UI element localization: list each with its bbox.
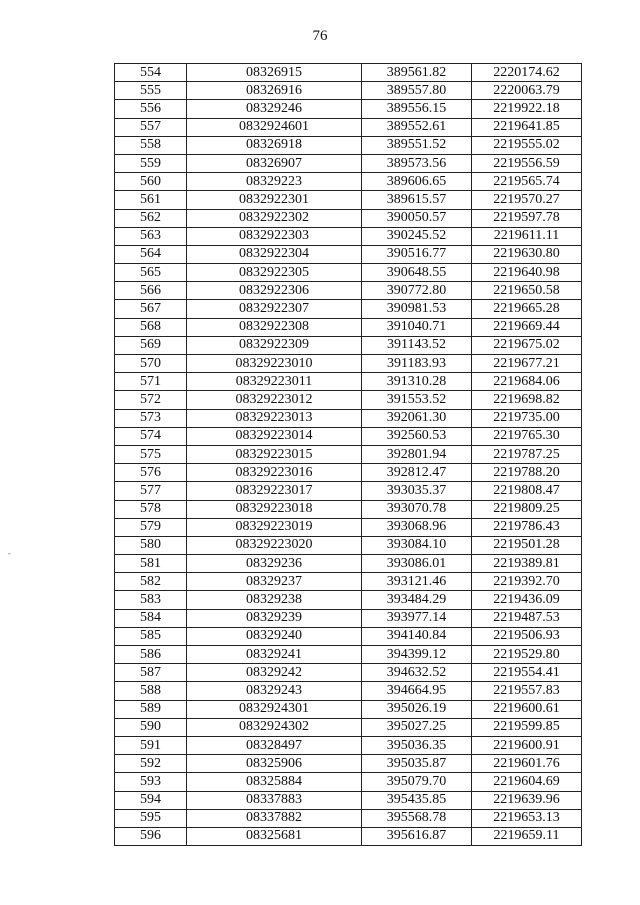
- table-row: [115, 609, 582, 627]
- x-coordinate-cell: 390516.77: [362, 245, 472, 263]
- table-row: [115, 445, 582, 463]
- point-id-cell: 08329236: [187, 555, 362, 573]
- y-coordinate-cell: 2219600.61: [472, 700, 582, 718]
- point-id-cell: 08329243: [187, 682, 362, 700]
- point-id-cell: 08329238: [187, 591, 362, 609]
- y-coordinate-cell: 2219808.47: [472, 482, 582, 500]
- point-id-cell: 08326907: [187, 154, 362, 172]
- x-coordinate-cell: 389561.82: [362, 64, 472, 82]
- table-row: [115, 355, 582, 373]
- point-id-cell: 0832922305: [187, 264, 362, 282]
- table-row: [115, 736, 582, 754]
- y-coordinate-cell: 2219677.21: [472, 355, 582, 373]
- x-coordinate-cell: 389557.80: [362, 82, 472, 100]
- point-id-cell: 08329223017: [187, 482, 362, 500]
- y-coordinate-cell: 2219659.11: [472, 827, 582, 845]
- table-row: [115, 427, 582, 445]
- point-number-cell: 589: [115, 700, 187, 718]
- point-id-cell: 08325681: [187, 827, 362, 845]
- point-id-cell: 0832922306: [187, 282, 362, 300]
- y-coordinate-cell: 2219600.91: [472, 736, 582, 754]
- y-coordinate-cell: 2219389.81: [472, 555, 582, 573]
- table-row: [115, 409, 582, 427]
- x-coordinate-cell: 395026.19: [362, 700, 472, 718]
- point-number-cell: 571: [115, 373, 187, 391]
- y-coordinate-cell: 2219786.43: [472, 518, 582, 536]
- y-coordinate-cell: 2219665.28: [472, 300, 582, 318]
- point-number-cell: 579: [115, 518, 187, 536]
- x-coordinate-cell: 390772.80: [362, 282, 472, 300]
- table-row: [115, 482, 582, 500]
- point-id-cell: 08329223: [187, 173, 362, 191]
- x-coordinate-cell: 393084.10: [362, 536, 472, 554]
- table-row: [115, 209, 582, 227]
- point-number-cell: 574: [115, 427, 187, 445]
- y-coordinate-cell: 2219650.58: [472, 282, 582, 300]
- y-coordinate-cell: 2219604.69: [472, 773, 582, 791]
- point-id-cell: 08326918: [187, 136, 362, 154]
- y-coordinate-cell: 2219487.53: [472, 609, 582, 627]
- point-number-cell: 588: [115, 682, 187, 700]
- table-row: [115, 518, 582, 536]
- point-number-cell: 591: [115, 736, 187, 754]
- y-coordinate-cell: 2219675.02: [472, 336, 582, 354]
- table-row: [115, 827, 582, 845]
- point-id-cell: 0832924302: [187, 718, 362, 736]
- table-row: [115, 809, 582, 827]
- y-coordinate-cell: 2219565.74: [472, 173, 582, 191]
- x-coordinate-cell: 394664.95: [362, 682, 472, 700]
- table-row: [115, 391, 582, 409]
- x-coordinate-cell: 390050.57: [362, 209, 472, 227]
- y-coordinate-cell: 2219765.30: [472, 427, 582, 445]
- point-number-cell: 554: [115, 64, 187, 82]
- y-coordinate-cell: 2219640.98: [472, 264, 582, 282]
- y-coordinate-cell: 2219788.20: [472, 464, 582, 482]
- y-coordinate-cell: 2219669.44: [472, 318, 582, 336]
- y-coordinate-cell: 2219601.76: [472, 755, 582, 773]
- y-coordinate-cell: 2219922.18: [472, 100, 582, 118]
- table-row: [115, 682, 582, 700]
- table-row: [115, 245, 582, 263]
- point-id-cell: 08329223015: [187, 445, 362, 463]
- point-number-cell: 567: [115, 300, 187, 318]
- table-row: [115, 136, 582, 154]
- point-id-cell: 08329223012: [187, 391, 362, 409]
- x-coordinate-cell: 392061.30: [362, 409, 472, 427]
- point-id-cell: 08325906: [187, 755, 362, 773]
- point-number-cell: 585: [115, 627, 187, 645]
- point-id-cell: 08337883: [187, 791, 362, 809]
- point-number-cell: 564: [115, 245, 187, 263]
- point-number-cell: 573: [115, 409, 187, 427]
- point-number-cell: 577: [115, 482, 187, 500]
- x-coordinate-cell: 391183.93: [362, 355, 472, 373]
- point-id-cell: 08329241: [187, 646, 362, 664]
- point-id-cell: 08329223019: [187, 518, 362, 536]
- table-row: [115, 755, 582, 773]
- point-number-cell: 558: [115, 136, 187, 154]
- y-coordinate-cell: 2219392.70: [472, 573, 582, 591]
- x-coordinate-cell: 391310.28: [362, 373, 472, 391]
- point-number-cell: 592: [115, 755, 187, 773]
- table-row: [115, 173, 582, 191]
- x-coordinate-cell: 395616.87: [362, 827, 472, 845]
- table-row: [115, 500, 582, 518]
- x-coordinate-cell: 395568.78: [362, 809, 472, 827]
- x-coordinate-cell: 393068.96: [362, 518, 472, 536]
- coordinates-table-body: [115, 64, 582, 846]
- point-number-cell: 580: [115, 536, 187, 554]
- x-coordinate-cell: 395035.87: [362, 755, 472, 773]
- point-number-cell: 578: [115, 500, 187, 518]
- x-coordinate-cell: 389573.56: [362, 154, 472, 172]
- point-id-cell: 08329223020: [187, 536, 362, 554]
- point-number-cell: 572: [115, 391, 187, 409]
- table-row: [115, 718, 582, 736]
- y-coordinate-cell: 2219698.82: [472, 391, 582, 409]
- x-coordinate-cell: 393086.01: [362, 555, 472, 573]
- y-coordinate-cell: 2219630.80: [472, 245, 582, 263]
- table-row: [115, 264, 582, 282]
- coordinates-table: [114, 63, 582, 846]
- table-row: [115, 536, 582, 554]
- table-row: [115, 627, 582, 645]
- point-id-cell: 0832922301: [187, 191, 362, 209]
- point-id-cell: 0832922304: [187, 245, 362, 263]
- point-number-cell: 565: [115, 264, 187, 282]
- point-id-cell: 08329223011: [187, 373, 362, 391]
- table-row: [115, 664, 582, 682]
- y-coordinate-cell: 2219641.85: [472, 118, 582, 136]
- x-coordinate-cell: 392812.47: [362, 464, 472, 482]
- x-coordinate-cell: 395079.70: [362, 773, 472, 791]
- x-coordinate-cell: 390648.55: [362, 264, 472, 282]
- point-number-cell: 582: [115, 573, 187, 591]
- table-row: [115, 227, 582, 245]
- point-number-cell: 596: [115, 827, 187, 845]
- y-coordinate-cell: 2220174.62: [472, 64, 582, 82]
- y-coordinate-cell: 2219501.28: [472, 536, 582, 554]
- point-number-cell: 593: [115, 773, 187, 791]
- table-row: [115, 100, 582, 118]
- point-number-cell: 561: [115, 191, 187, 209]
- point-id-cell: 08329246: [187, 100, 362, 118]
- point-number-cell: 559: [115, 154, 187, 172]
- point-number-cell: 557: [115, 118, 187, 136]
- point-id-cell: 08329223014: [187, 427, 362, 445]
- point-number-cell: 587: [115, 664, 187, 682]
- table-row: [115, 646, 582, 664]
- point-number-cell: 575: [115, 445, 187, 463]
- y-coordinate-cell: 2219653.13: [472, 809, 582, 827]
- table-row: [115, 700, 582, 718]
- x-coordinate-cell: 394632.52: [362, 664, 472, 682]
- point-id-cell: 0832922303: [187, 227, 362, 245]
- point-id-cell: 08329242: [187, 664, 362, 682]
- point-id-cell: 08329223016: [187, 464, 362, 482]
- point-id-cell: 08329240: [187, 627, 362, 645]
- y-coordinate-cell: 2219787.25: [472, 445, 582, 463]
- x-coordinate-cell: 395027.25: [362, 718, 472, 736]
- y-coordinate-cell: 2219529.80: [472, 646, 582, 664]
- x-coordinate-cell: 392801.94: [362, 445, 472, 463]
- point-number-cell: 586: [115, 646, 187, 664]
- point-number-cell: 594: [115, 791, 187, 809]
- point-id-cell: 08329239: [187, 609, 362, 627]
- table-row: [115, 373, 582, 391]
- x-coordinate-cell: 389615.57: [362, 191, 472, 209]
- table-row: [115, 82, 582, 100]
- point-id-cell: 08329223010: [187, 355, 362, 373]
- x-coordinate-cell: 393035.37: [362, 482, 472, 500]
- margin-mark: -: [8, 548, 11, 558]
- point-number-cell: 583: [115, 591, 187, 609]
- x-coordinate-cell: 391553.52: [362, 391, 472, 409]
- point-number-cell: 581: [115, 555, 187, 573]
- point-id-cell: 08326916: [187, 82, 362, 100]
- point-id-cell: 0832924301: [187, 700, 362, 718]
- y-coordinate-cell: 2219735.00: [472, 409, 582, 427]
- table-row: [115, 555, 582, 573]
- point-number-cell: 555: [115, 82, 187, 100]
- page-number: 76: [312, 28, 328, 44]
- y-coordinate-cell: 2219557.83: [472, 682, 582, 700]
- y-coordinate-cell: 2219570.27: [472, 191, 582, 209]
- x-coordinate-cell: 393070.78: [362, 500, 472, 518]
- point-id-cell: 08329223013: [187, 409, 362, 427]
- x-coordinate-cell: 392560.53: [362, 427, 472, 445]
- x-coordinate-cell: 394140.84: [362, 627, 472, 645]
- table-row: [115, 64, 582, 82]
- table-row: [115, 791, 582, 809]
- point-id-cell: 0832924601: [187, 118, 362, 136]
- y-coordinate-cell: 2219684.06: [472, 373, 582, 391]
- point-id-cell: 08325884: [187, 773, 362, 791]
- point-id-cell: 0832922309: [187, 336, 362, 354]
- point-number-cell: 568: [115, 318, 187, 336]
- x-coordinate-cell: 391040.71: [362, 318, 472, 336]
- x-coordinate-cell: 390981.53: [362, 300, 472, 318]
- point-number-cell: 570: [115, 355, 187, 373]
- point-id-cell: 08326915: [187, 64, 362, 82]
- table-row: [115, 300, 582, 318]
- x-coordinate-cell: 395435.85: [362, 791, 472, 809]
- y-coordinate-cell: 2219809.25: [472, 500, 582, 518]
- table-row: [115, 464, 582, 482]
- point-number-cell: 560: [115, 173, 187, 191]
- point-id-cell: 08328497: [187, 736, 362, 754]
- point-id-cell: 08337882: [187, 809, 362, 827]
- point-number-cell: 556: [115, 100, 187, 118]
- x-coordinate-cell: 393121.46: [362, 573, 472, 591]
- table-row: [115, 282, 582, 300]
- point-id-cell: 08329237: [187, 573, 362, 591]
- point-number-cell: 566: [115, 282, 187, 300]
- x-coordinate-cell: 393977.14: [362, 609, 472, 627]
- table-row: [115, 773, 582, 791]
- point-number-cell: 584: [115, 609, 187, 627]
- x-coordinate-cell: 389552.61: [362, 118, 472, 136]
- point-id-cell: 0832922302: [187, 209, 362, 227]
- y-coordinate-cell: 2219597.78: [472, 209, 582, 227]
- point-number-cell: 563: [115, 227, 187, 245]
- point-id-cell: 0832922307: [187, 300, 362, 318]
- y-coordinate-cell: 2219556.59: [472, 154, 582, 172]
- table-row: [115, 591, 582, 609]
- point-id-cell: 08329223018: [187, 500, 362, 518]
- point-id-cell: 0832922308: [187, 318, 362, 336]
- point-number-cell: 569: [115, 336, 187, 354]
- x-coordinate-cell: 390245.52: [362, 227, 472, 245]
- x-coordinate-cell: 391143.52: [362, 336, 472, 354]
- x-coordinate-cell: 394399.12: [362, 646, 472, 664]
- point-number-cell: 595: [115, 809, 187, 827]
- y-coordinate-cell: 2219611.11: [472, 227, 582, 245]
- y-coordinate-cell: 2220063.79: [472, 82, 582, 100]
- x-coordinate-cell: 389556.15: [362, 100, 472, 118]
- x-coordinate-cell: 389551.52: [362, 136, 472, 154]
- table-row: [115, 191, 582, 209]
- y-coordinate-cell: 2219599.85: [472, 718, 582, 736]
- point-number-cell: 562: [115, 209, 187, 227]
- table-row: [115, 154, 582, 172]
- table-row: [115, 118, 582, 136]
- x-coordinate-cell: 393484.29: [362, 591, 472, 609]
- y-coordinate-cell: 2219554.41: [472, 664, 582, 682]
- point-number-cell: 590: [115, 718, 187, 736]
- table-row: [115, 573, 582, 591]
- y-coordinate-cell: 2219506.93: [472, 627, 582, 645]
- y-coordinate-cell: 2219436.09: [472, 591, 582, 609]
- point-number-cell: 576: [115, 464, 187, 482]
- table-row: [115, 318, 582, 336]
- table-row: [115, 336, 582, 354]
- y-coordinate-cell: 2219555.02: [472, 136, 582, 154]
- y-coordinate-cell: 2219639.96: [472, 791, 582, 809]
- x-coordinate-cell: 389606.65: [362, 173, 472, 191]
- x-coordinate-cell: 395036.35: [362, 736, 472, 754]
